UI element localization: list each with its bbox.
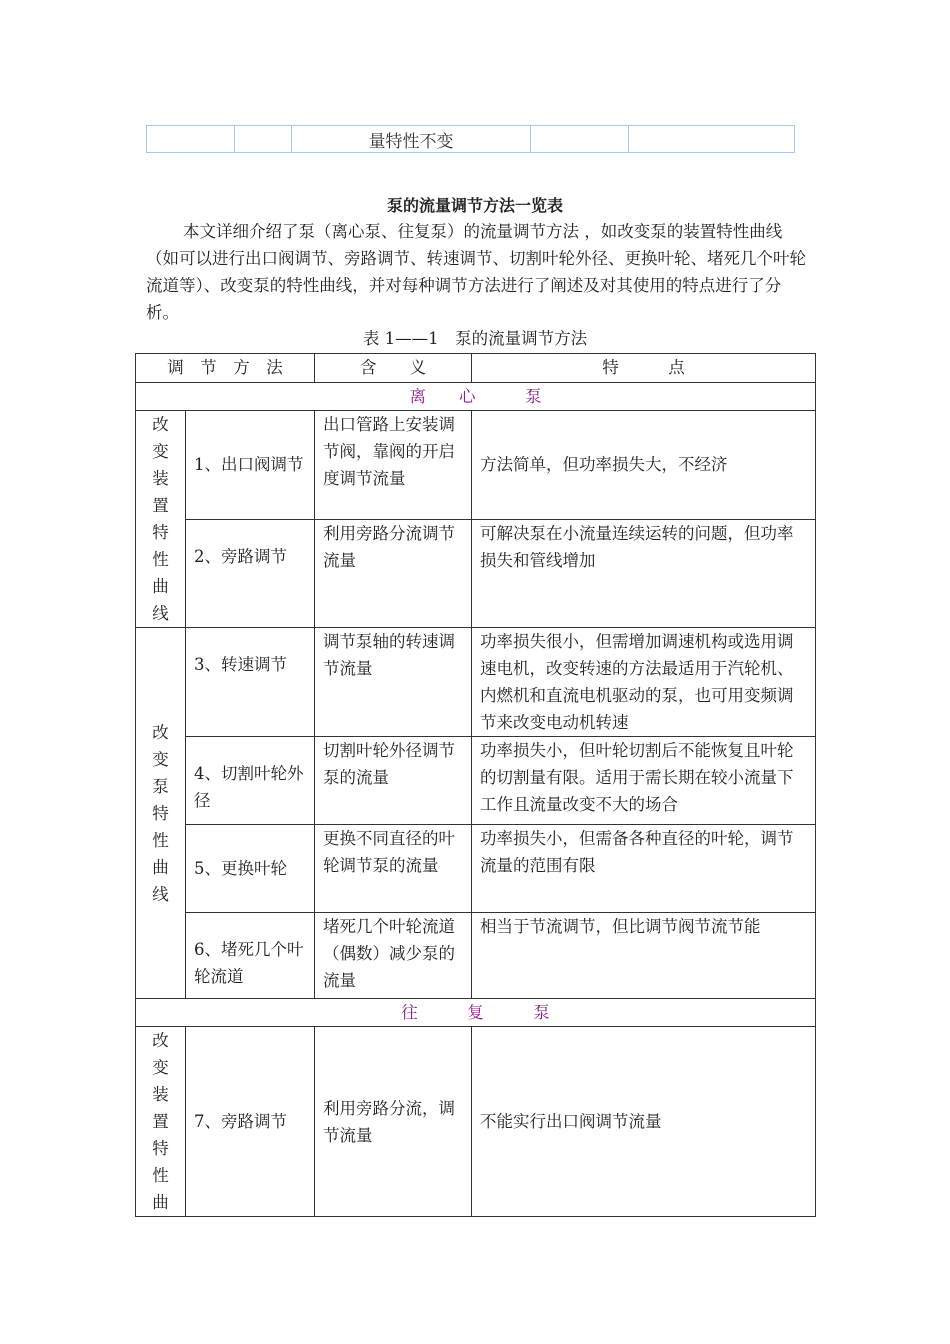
- table-cell: [235, 126, 292, 153]
- feature-cell: 可解决泵在小流量连续运转的问题，但功率损失和管线增加: [472, 519, 816, 628]
- group-char: 变: [152, 442, 169, 461]
- meaning-cell: 出口管路上安装调节阀，靠阀的开启度调节流量: [315, 411, 472, 520]
- document-title: 泵的流量调节方法一览表: [386, 196, 563, 215]
- table-row: [136, 519, 816, 628]
- feature-cell: 功率损失小，但需备各种直径的叶轮，调节流量的范围有限: [472, 825, 816, 913]
- group-char: 变: [152, 749, 169, 769]
- intro-paragraph: 本文详细介绍了泵（离心泵、往复泵）的流量调节方法 ，如改变泵的装置特性曲线（如可以进行出口阀调节、旁路调节、转速调节、切割叶轮外径、更换叶轮、堵死几个叶轮流道等）、改变泵的特性曲线，并对每种调节方法进行了阐述及对其使用的特点进行了分析。: [146, 222, 806, 322]
- group-char: 置: [152, 1112, 169, 1131]
- group-char: 改: [152, 415, 169, 434]
- section-title: 往 复 泵: [136, 999, 816, 1027]
- method-cell: 1、出口阀调节: [186, 411, 315, 520]
- section-row-reciprocating: [136, 999, 816, 1027]
- group-char: 性: [152, 550, 169, 569]
- group-char: 装: [152, 1085, 169, 1104]
- group-char: 改: [152, 722, 169, 742]
- group-char: 性: [152, 1166, 169, 1185]
- group-char: 置: [152, 496, 169, 515]
- group-char: 性: [152, 830, 169, 850]
- table-row: [136, 825, 816, 913]
- group-char: 装: [152, 469, 169, 488]
- method-cell: 6、堵死几个叶轮流道: [186, 913, 315, 999]
- table-row: [136, 628, 816, 737]
- meaning-cell: 更换不同直径的叶轮调节泵的流量: [315, 825, 472, 913]
- table-caption: 表 1——1 泵的流量调节方法: [362, 329, 588, 348]
- table-cell: [147, 126, 235, 153]
- feature-cell: 功率损失小，但叶轮切割后不能恢复且叶轮的切割量有限。适用于需长期在较小流量下工作且流量改变不大的场合: [472, 737, 816, 825]
- method-cell: 5、更换叶轮: [186, 825, 315, 913]
- table-cell: 量特性不变: [292, 126, 531, 153]
- feature-cell: 不能实行出口阀调节流量: [472, 1027, 816, 1217]
- group-label: [136, 411, 186, 628]
- table-cell: [629, 126, 795, 153]
- header-meaning: 含 义: [315, 354, 472, 383]
- flow-regulation-table: [135, 353, 816, 1217]
- group-char: 曲: [152, 1193, 169, 1212]
- method-cell: 7、旁路调节: [186, 1027, 315, 1217]
- table-row: [136, 737, 816, 825]
- table-row: [136, 411, 816, 520]
- group-char: 泵: [152, 776, 169, 796]
- header-feature: 特 点: [472, 354, 816, 383]
- table-row: [136, 913, 816, 999]
- group-char: 线: [152, 884, 169, 904]
- group-char: 曲: [152, 857, 169, 877]
- group-char: 特: [152, 1139, 169, 1158]
- header-method: 调 节 方 法: [136, 354, 315, 383]
- table-row: [136, 1027, 816, 1217]
- meaning-cell: 利用旁路分流，调节流量: [315, 1027, 472, 1217]
- method-cell: 3、转速调节: [186, 628, 315, 737]
- header-row: [136, 354, 816, 383]
- group-char: 线: [152, 604, 169, 623]
- method-cell: 4、切割叶轮外径: [186, 737, 315, 825]
- feature-cell: 方法简单，但功率损失大，不经济: [472, 411, 816, 520]
- meaning-cell: 切割叶轮外径调节泵的流量: [315, 737, 472, 825]
- section-row-centrifugal: [136, 383, 816, 411]
- group-char: 变: [152, 1058, 169, 1077]
- method-cell: 2、旁路调节: [186, 519, 315, 628]
- meaning-cell: 堵死几个叶轮流道（偶数）减少泵的流量: [315, 913, 472, 999]
- group-char: 改: [152, 1031, 169, 1050]
- previous-table-fragment: [146, 125, 795, 153]
- meaning-cell: 调节泵轴的转速调节流量: [315, 628, 472, 737]
- group-label: [136, 1027, 186, 1217]
- feature-cell: 相当于节流调节，但比调节阀节流节能: [472, 913, 816, 999]
- group-char: 曲: [152, 577, 169, 596]
- group-char: 特: [152, 803, 169, 823]
- table-row: [147, 126, 795, 153]
- feature-cell: 功率损失很小，但需增加调速机构或选用调速电机，改变转速的方法最适用于汽轮机、内燃机和直流电机驱动的泵，也可用变频调节来改变电动机转速: [472, 628, 816, 737]
- meaning-cell: 利用旁路分流调节流量: [315, 519, 472, 628]
- section-title: 离 心 泵: [136, 383, 816, 411]
- group-char: 特: [152, 523, 169, 542]
- group-label: [136, 628, 186, 999]
- table-cell: [531, 126, 629, 153]
